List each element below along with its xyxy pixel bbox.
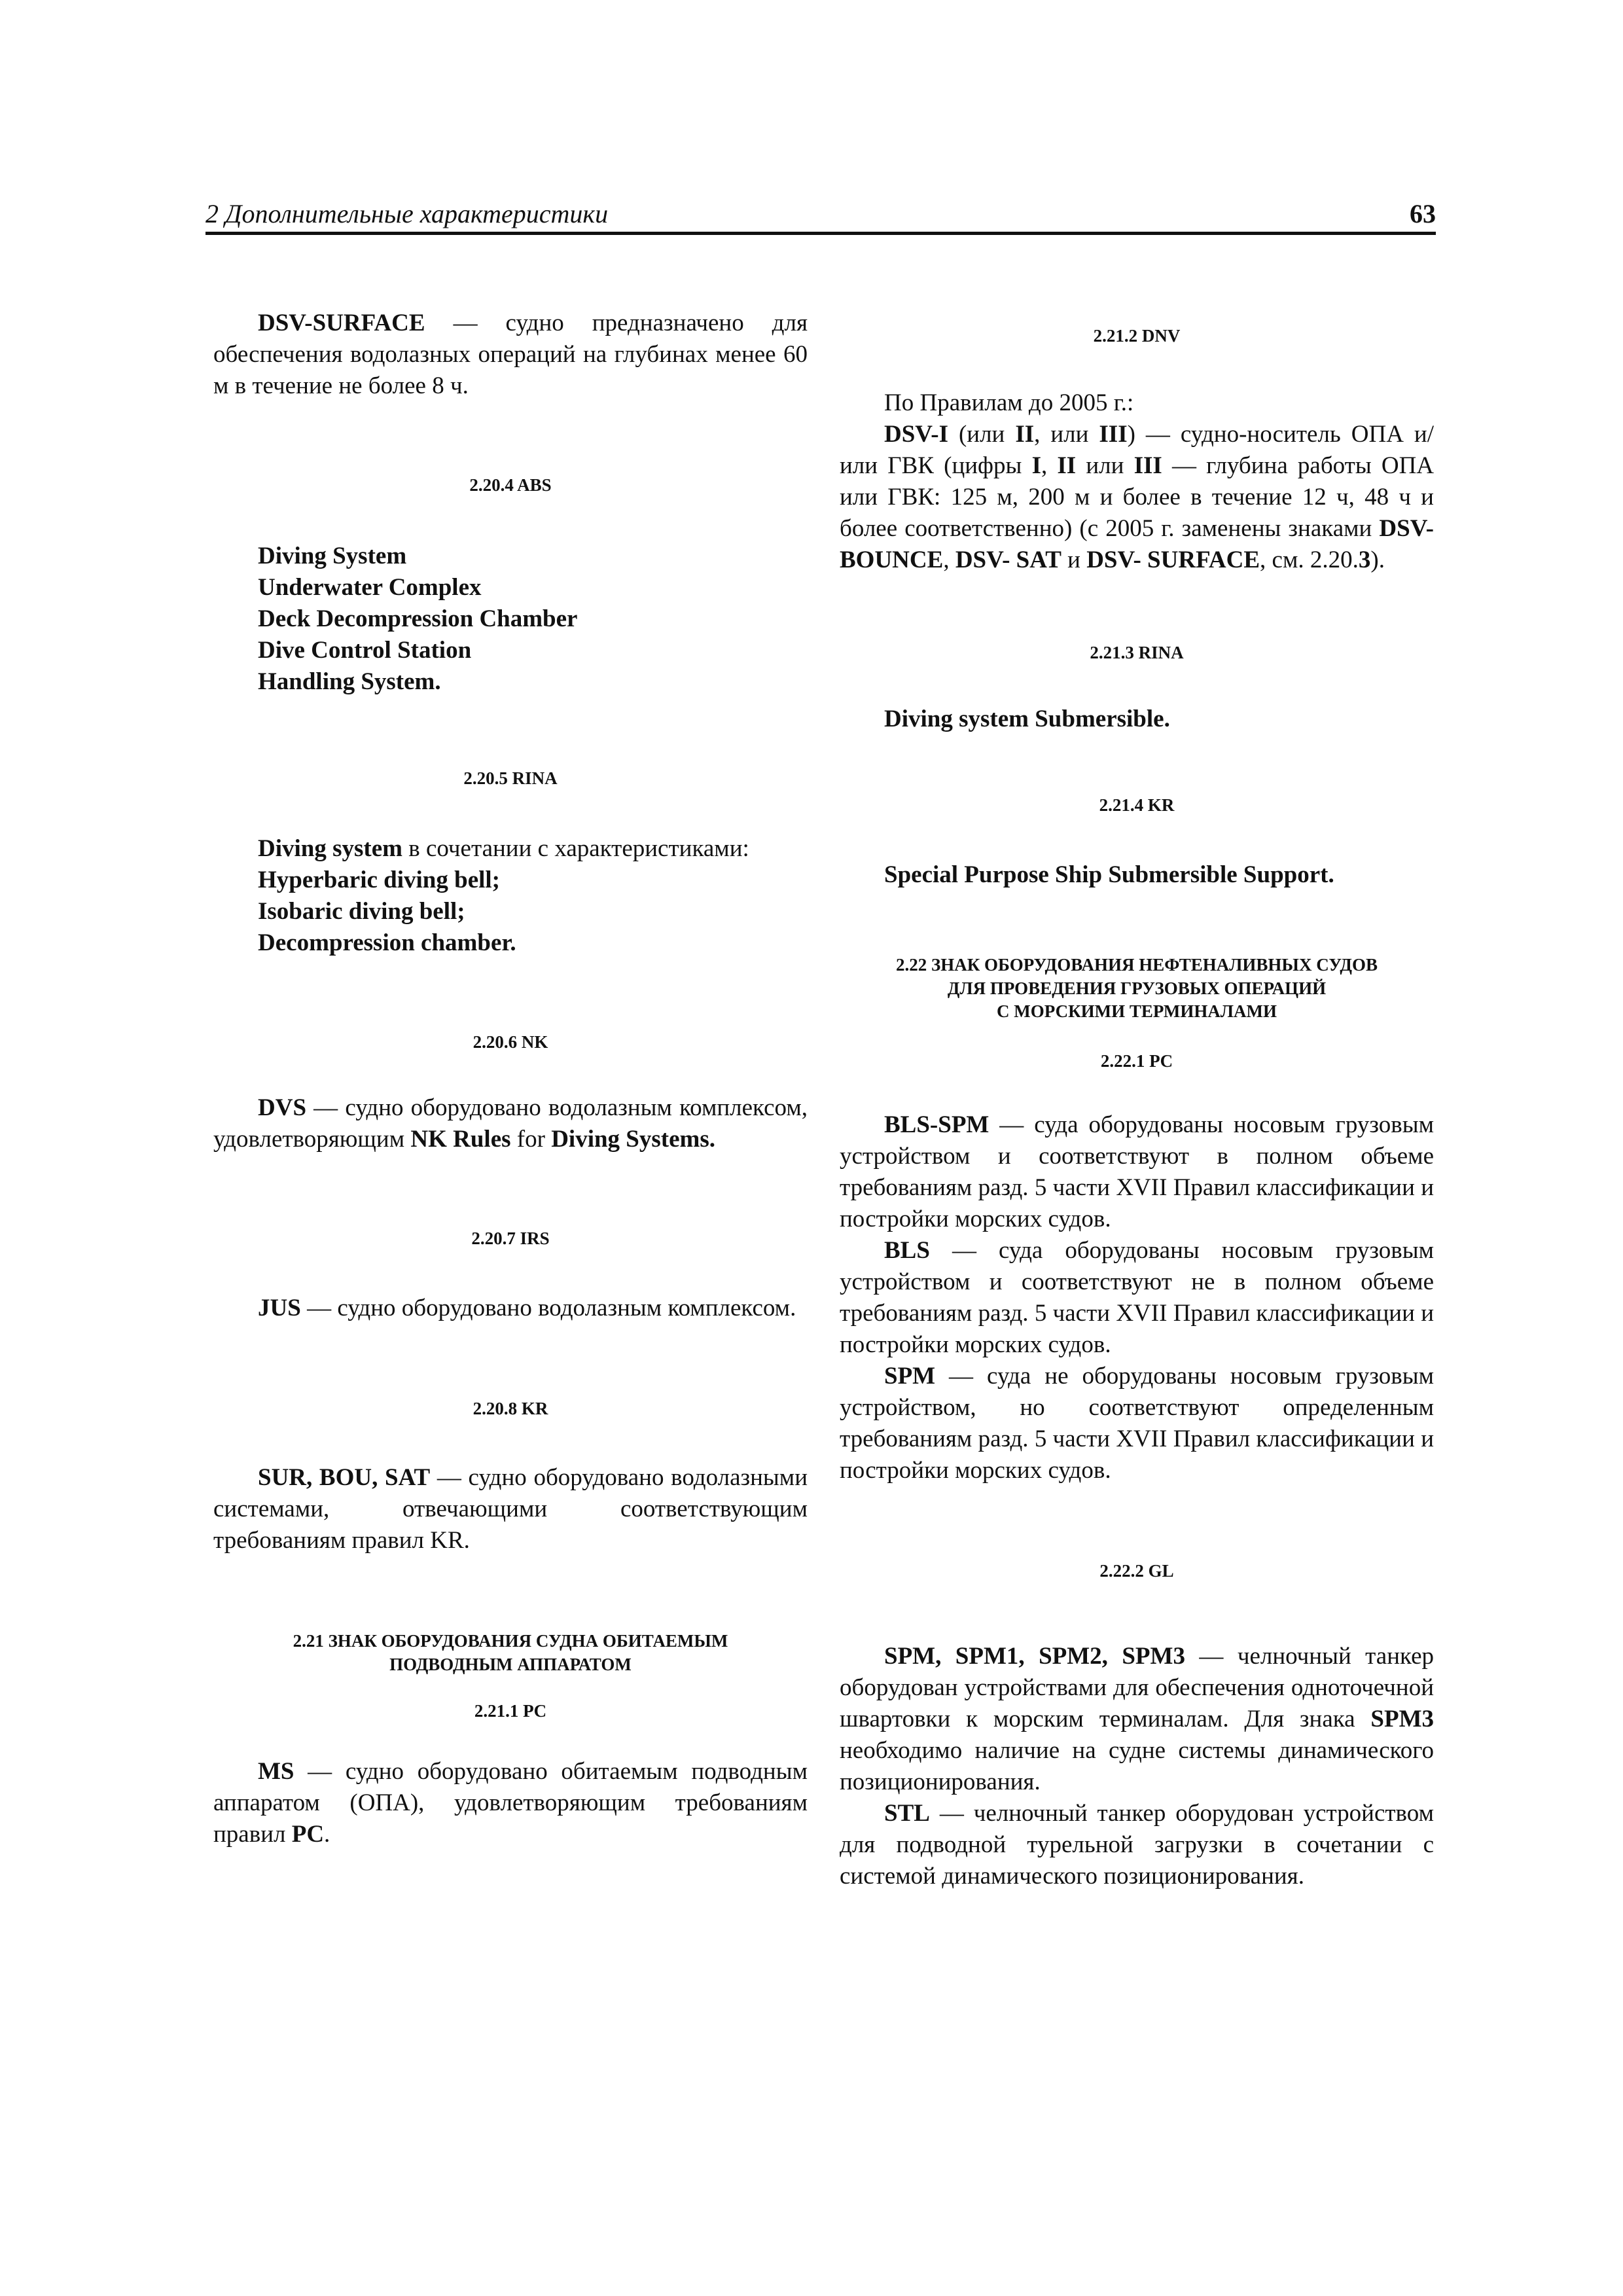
paragraph-jus: JUS — судно оборудовано водолазным комплексом.: [258, 1294, 796, 1321]
list-item: Dive Control Station: [258, 636, 472, 664]
list-item: Isobaric diving bell;: [258, 898, 465, 925]
right-column: [840, 308, 1434, 1892]
abs-list: [213, 541, 808, 698]
running-header: [205, 198, 1436, 235]
list-item: Hyperbaric diving bell;: [258, 867, 500, 894]
page-number: 63: [1410, 199, 1436, 228]
left-column: [213, 308, 808, 1850]
paragraph-ms: MS — судно оборудовано обитаемым подводным аппаратом (ОПА), удовлетворяющим требованиям правил PC.: [213, 1758, 808, 1848]
paragraph-dsv-surface: DSV-SURFACE — судно предназначено для обеспечения водолазных операций на глубинах менее 60 м в течение не более 8 ч.: [213, 310, 808, 399]
heading-2-21-1: 2.21.1 PC: [474, 1701, 547, 1721]
heading-2-20-7: 2.20.7 IRS: [471, 1228, 550, 1248]
paragraph-sur-bou-sat: SUR, BOU, SAT — судно оборудовано водолазными системами, отвечающими соответствующим требованиям правил KR.: [213, 1464, 808, 1554]
paragraph-dsv: DSV-I (или II, или III) — судно-носитель ОПА и/или ГВК (цифры I, II или III — глубина работы ОПА или ГВК: 125 м, 200 м и более в течение 12 ч, 48 ч и более соответственно) (с 2005 г. заменены знаками DSV-BOUNCE, DSV- SAT и DSV- SURFACE, см. 2.20.3).: [840, 420, 1435, 573]
paragraph-spm: SPM — суда не оборудованы носовым грузовым устройством, но соответствуют определенным требованиям разд. 5 части XVII Правил классификации и постройки морских судов.: [840, 1363, 1434, 1484]
paragraph-spm123: SPM, SPM1, SPM2, SPM3 — челночный танкер оборудован устройствами для обеспечения одноточечной швартовки к морским терминалам. Для знака SPM3 необходимо наличие на судне системы динамического позиционирования.: [840, 1643, 1435, 1795]
paragraph-dvs: DVS — судно оборудовано водолазным комплексом, удовлетворяющим NK Rules for Diving Systems.: [213, 1094, 808, 1153]
paragraph-bls-spm: BLS-SPM — суда оборудованы носовым грузовым устройством и соответствуют в полном объеме требованиям разд. 5 части XVII Правил классификации и постройки морских судов.: [840, 1111, 1434, 1233]
heading-2-22-2: 2.22.2 GL: [1099, 1561, 1174, 1581]
list-item: Underwater Complex: [258, 573, 482, 601]
heading-2-21-3: 2.21.3 RINA: [1090, 642, 1184, 662]
rina-submersible: Diving system Submersible.: [884, 706, 1170, 733]
paragraph-stl: STL — челночный танкер оборудован устройством для подводной турельной загрузки в сочетании с системой динамического позиционирования.: [840, 1800, 1434, 1890]
heading-2-22-1: 2.22.1 PC: [1100, 1050, 1173, 1071]
heading-2-20-6: 2.20.6 NK: [473, 1032, 548, 1052]
paragraph-bls: BLS — суда оборудованы носовым грузовым устройством и соответствуют не в полном объеме требованиям разд. 5 части XVII Правил классификации и постройки морских судов.: [840, 1237, 1434, 1359]
list-item: Deck Decompression Chamber: [258, 605, 578, 632]
list-item: Decompression chamber.: [258, 929, 516, 957]
running-header-title: 2 Дополнительные характеристики: [205, 199, 609, 228]
heading-2-20-4: 2.20.4 ABS: [469, 475, 552, 495]
heading-2-21-4: 2.21.4 KR: [1099, 795, 1175, 816]
rina-list: [213, 833, 808, 959]
heading-2-20-8: 2.20.8 KR: [473, 1398, 548, 1418]
kr-submersible-support: Special Purpose Ship Submersible Support.: [884, 861, 1334, 888]
paragraph-dnv-intro: По Правилам до 2005 г.:: [884, 389, 1134, 416]
heading-2-20-5: 2.20.5 RINA: [463, 768, 558, 788]
heading-2-22: 2.22 ЗНАК ОБОРУДОВАНИЯ НЕФТЕНАЛИВНЫХ СУДОВ ДЛЯ ПРОВЕДЕНИЯ ГРУЗОВЫХ ОПЕРАЦИЙ С МОРСКИМИ ТЕРМИНАЛАМИ: [895, 954, 1378, 1022]
list-item: Handling System.: [258, 668, 441, 695]
heading-2-21-2: 2.21.2 DNV: [1093, 326, 1181, 346]
list-item: Diving System: [258, 542, 407, 569]
heading-2-21: 2.21 ЗНАК ОБОРУДОВАНИЯ СУДНА ОБИТАЕМЫМ ПОДВОДНЫМ АППАРАТОМ: [293, 1631, 728, 1674]
list-item: Diving system в сочетании с характеристиками:: [258, 835, 749, 863]
